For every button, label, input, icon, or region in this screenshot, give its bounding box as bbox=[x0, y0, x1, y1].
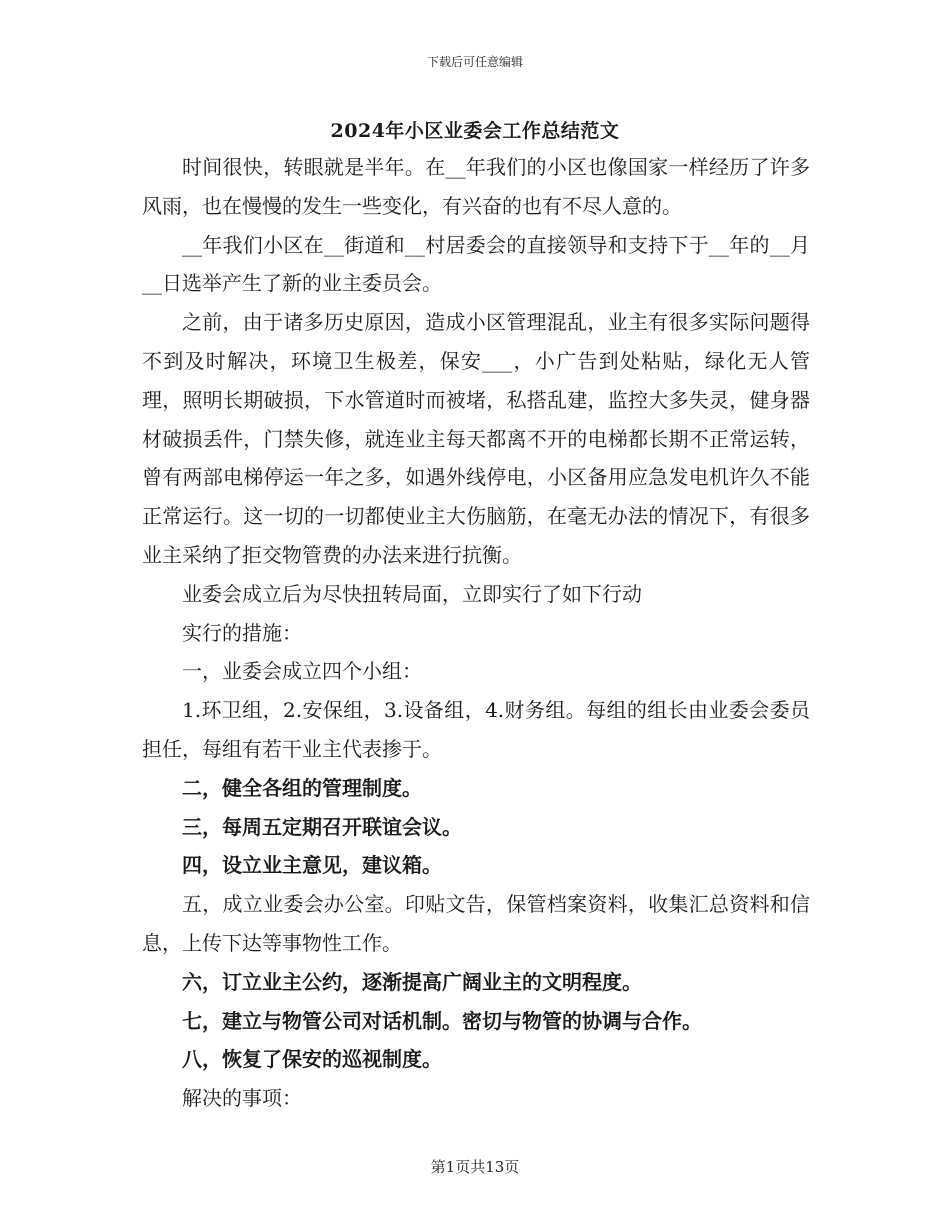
paragraph: 一，业委会成立四个小组： bbox=[182, 659, 422, 684]
paragraph: 五，成立业委会办公室。印贴文告，保管档案资料，收集汇总资料和信息，上传下达等事物性工作。 bbox=[142, 892, 810, 955]
page-footer: 第1页共13页 bbox=[430, 1158, 520, 1176]
paragraph: 解决的事项： bbox=[182, 1086, 302, 1111]
document-body bbox=[142, 148, 810, 1118]
paragraph: 七，建立与物管公司对话机制。密切与物管的协调与合作。 bbox=[182, 1008, 702, 1033]
paragraph: 业委会成立后为尽快扭转局面，立即实行了如下行动 bbox=[182, 581, 642, 606]
paragraph: 时间很快，转眼就是半年。在__年我们的小区也像国家一样经历了许多风雨，也在慢慢的发生一些变化，有兴奋的也有不尽人意的。 bbox=[142, 155, 810, 218]
paragraph: 六，订立业主公约，逐渐提高广阔业主的文明程度。 bbox=[182, 969, 642, 994]
paragraph: 实行的措施： bbox=[182, 620, 302, 645]
paragraph: __年我们小区在__街道和__村居委会的直接领导和支持下于__年的__月__日选举产生了新的业主委员会。 bbox=[142, 232, 810, 296]
page-header: 下载后可任意编辑 bbox=[426, 55, 523, 69]
paragraph: 之前，由于诸多历史原因，造成小区管理混乱，业主有很多实际问题得不到及时解决，环境卫生极差，保安___，小广告到处粘贴，绿化无人管理，照明长期破损，下水管道时而被堵，私搭乱建，监控大多失灵，健身器材破损丢件，门禁失修，就连业主每天都离不开的电梯都长期不正常运转，曾有两部电梯停运一年之多，如遇外线停电，小区备用应急发电机许久不能正常运行。这一切的一切都使业主大伤脑筋，在毫无办法的情况下，有很多业主采纳了拒交物管费的办法来进行抗衡。 bbox=[142, 310, 810, 567]
paragraph: 八，恢复了保安的巡视制度。 bbox=[182, 1047, 442, 1072]
paragraph: 二，健全各组的管理制度。 bbox=[182, 775, 422, 800]
document-title: 2024年小区业委会工作总结范文 bbox=[330, 120, 620, 142]
paragraph: 1.环卫组，2.安保组，3.设备组，4.财务组。每组的组长由业委会委员担任，每组有若干业主代表掺于。 bbox=[142, 698, 810, 761]
paragraph: 三，每周五定期召开联谊会议。 bbox=[182, 814, 462, 839]
paragraph: 四，设立业主意见，建议箱。 bbox=[182, 853, 442, 878]
